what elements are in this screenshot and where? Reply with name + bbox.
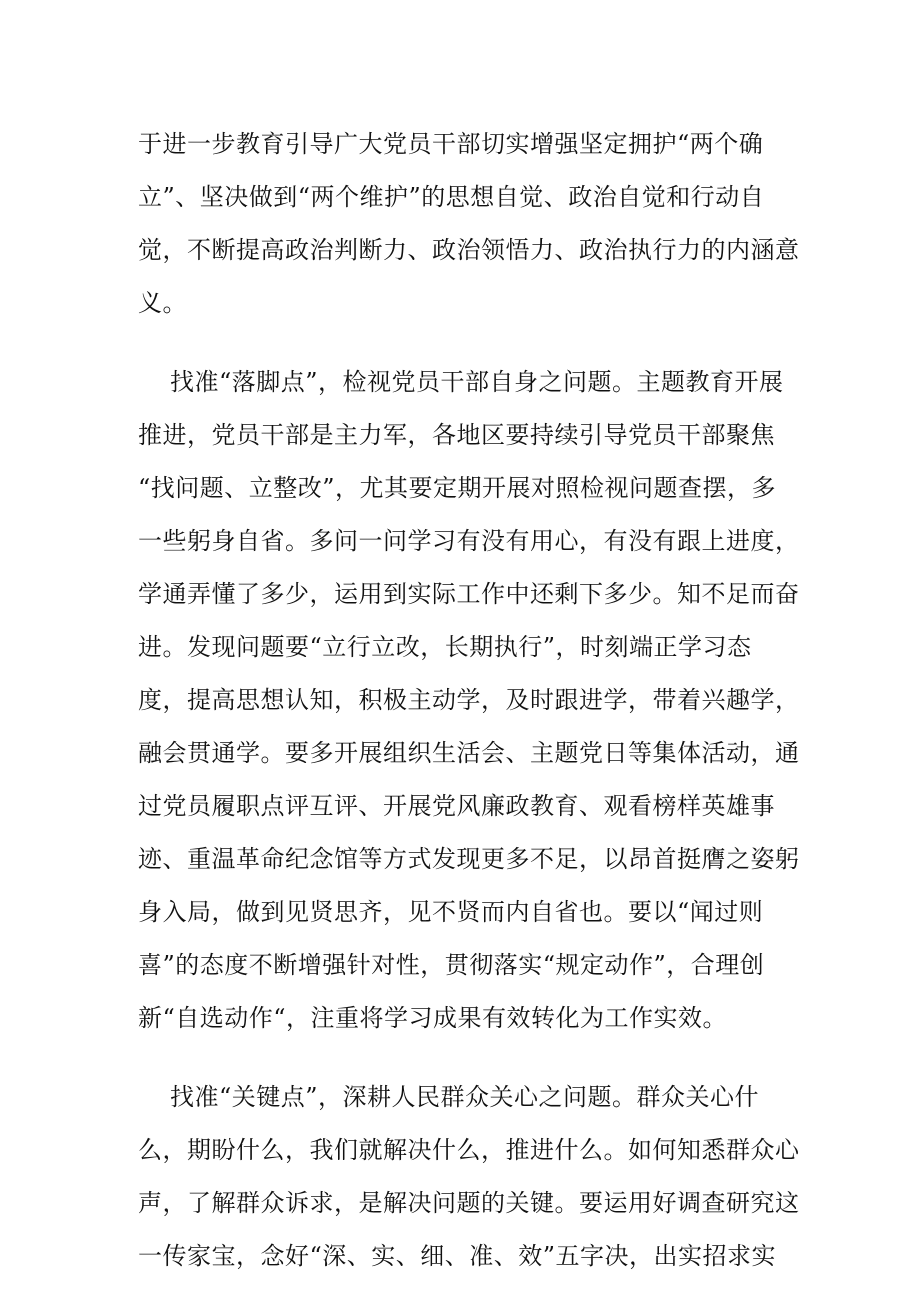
paragraph-gap <box>138 1045 778 1071</box>
paragraph-1 <box>138 118 800 330</box>
text-line: “找问题、立整改”，尤其要定期开展对照检视问题查摆，多 <box>138 474 777 502</box>
text-line: 觉，不断提高政治判断力、政治领悟力、政治执行力的内涵意 <box>138 236 800 264</box>
text-line: 于进一步教育引导广大党员干部切实增强坚定拥护“两个确 <box>138 130 764 158</box>
text-line: 找准“关键点”，深耕人民群众关心之问题。群众关心什 <box>170 1083 760 1111</box>
text-line: 迹、重温革命纪念馆等方式发现更多不足，以昂首挺膺之姿躬 <box>138 845 800 873</box>
text-line: 融会贯通学。要多开展组织生活会、主题党日等集体活动，通 <box>138 739 800 767</box>
text-line: 找准“落脚点”，检视党员干部自身之问题。主题教育开展 <box>170 368 784 396</box>
text-line: 推进，党员干部是主力军，各地区要持续引导党员干部聚焦 <box>138 421 775 449</box>
paragraph-2 <box>138 356 800 1045</box>
document-body <box>138 118 800 1283</box>
paragraph-gap <box>138 330 778 356</box>
text-line: 么，期盼什么，我们就解决什么，推进什么。如何知悉群众心 <box>138 1136 800 1164</box>
text-line: 喜”的态度不断增强针对性，贯彻落实“规定动作”，合理创 <box>138 951 765 979</box>
text-line: 度，提高思想认知，积极主动学，及时跟进学，带着兴趣学， <box>138 686 800 714</box>
text-line: 一些躬身自省。多问一问学习有没有用心，有没有跟上进度， <box>138 527 800 555</box>
text-line: 声，了解群众诉求，是解决问题的关键。要运用好调查研究这 <box>138 1189 800 1217</box>
text-line: 进。发现问题要“立行立改，长期执行”，时刻端正学习态 <box>138 633 752 661</box>
text-line: 立”、坚决做到“两个维护”的思想自觉、政治自觉和行动自 <box>138 183 765 211</box>
text-line: 过党员履职点评互评、开展党风廉政教育、观看榜样英雄事 <box>138 792 775 820</box>
text-line: 学通弄懂了多少，运用到实际工作中还剩下多少。知不足而奋 <box>138 580 800 608</box>
paragraph-3 <box>138 1071 800 1283</box>
text-line: 身入局，做到见贤思齐，见不贤而内自省也。要以“闻过则 <box>138 898 764 926</box>
text-line: 新“自选动作“，注重将学习成果有效转化为工作实效。 <box>138 1004 728 1032</box>
text-line: 义。 <box>138 289 187 317</box>
text-line: 一传家宝，念好“深、实、细、准、效”五字决，出实招求实 <box>138 1242 777 1270</box>
